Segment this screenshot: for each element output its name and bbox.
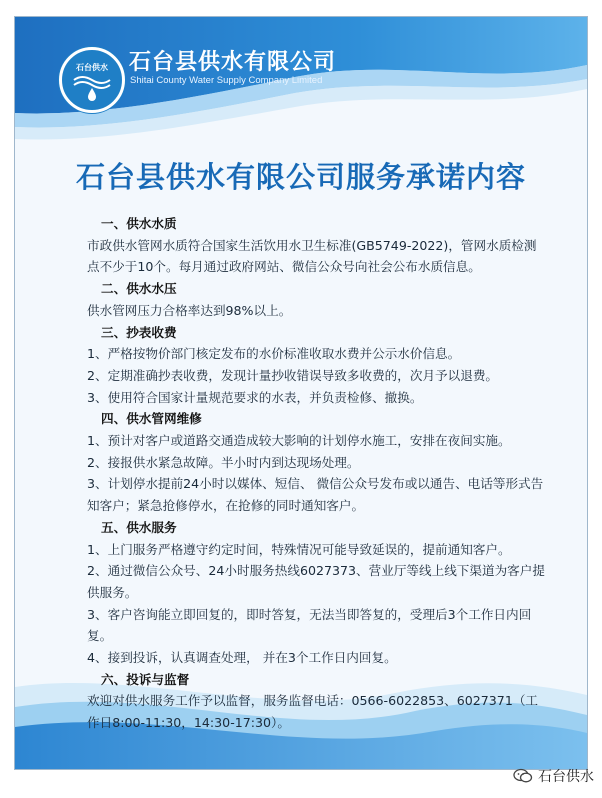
watermark-text: 石台供水: [538, 769, 594, 785]
service-commitment-content: [87, 213, 549, 734]
company-name-en: Shitai County Water Supply Company Limited: [130, 75, 323, 86]
section-paragraph: 1、严格按物价部门核定发布的水价标准收取水费并公示水价信息。: [87, 346, 461, 362]
section-paragraph: 市政供水管网水质符合国家生活饮用水卫生标准(GB5749-2022)，管网水质检测点不少于10个。每月通过政府网站、微信公众号向社会公布水质信息。: [87, 237, 537, 275]
section-paragraph: 2、定期准确抄表收费，发现计量抄收错误导致多收费的，次月予以退费。: [87, 367, 499, 383]
section-heading: 五、供水服务: [101, 519, 177, 535]
wechat-watermark: [513, 766, 594, 786]
wechat-icon: [513, 768, 533, 784]
section-paragraph: 4、接到投诉，认真调查处理， 并在3个工作日内回复。: [87, 650, 397, 666]
company-logo: [59, 47, 125, 113]
company-name-cn: 石台县供水有限公司: [129, 50, 337, 75]
logo-text: 石台供水: [76, 63, 108, 72]
section-paragraph: 3、计划停水提前24小时以媒体、短信、 微信公众号发布或以通告、电话等形式告知客户；紧急抢修停水，在抢修的同时通知客户。: [87, 476, 544, 514]
water-drop-icon: [72, 74, 112, 102]
section-paragraph: 供水管网压力合格率达到98%以上。: [87, 302, 292, 318]
section-paragraph: 1、预计对客户或道路交通造成较大影响的计划停水施工，安排在夜间实施。: [87, 433, 511, 449]
section-heading: 一、供水水质: [101, 216, 177, 231]
section-heading: 四、供水管网维修: [101, 411, 202, 427]
section-paragraph: 3、客户咨询能立即回复的，即时答复，无法当即答复的，受理后3个工作日内回复。: [87, 606, 532, 644]
section-heading: 三、抄表收费: [101, 324, 177, 340]
section-paragraph: 3、使用符合国家计量规范要求的水表，并负责检修、撤换。: [87, 389, 423, 405]
section-paragraph: 2、通过微信公众号、24小时服务热线6027373、营业厅等线上线下渠道为客户提供服务。: [87, 563, 545, 600]
poster: [14, 16, 588, 770]
section-paragraph: 1、上门服务严格遵守约定时间，特殊情况可能导致延误的，提前通知客户。: [87, 541, 511, 557]
section-heading: 二、供水水压: [101, 281, 177, 297]
section-heading: 六、投诉与监督: [101, 671, 190, 687]
section-paragraph: 2、接报供水紧急故障。半小时内到达现场处理。: [87, 454, 360, 470]
page-title: 石台县供水有限公司服务承诺内容: [75, 160, 526, 194]
section-paragraph: 欢迎对供水服务工作予以监督，服务监督电话：0566-6022853、6027371（工作日8:00-11:30，14:30-17:30）。: [87, 693, 539, 731]
